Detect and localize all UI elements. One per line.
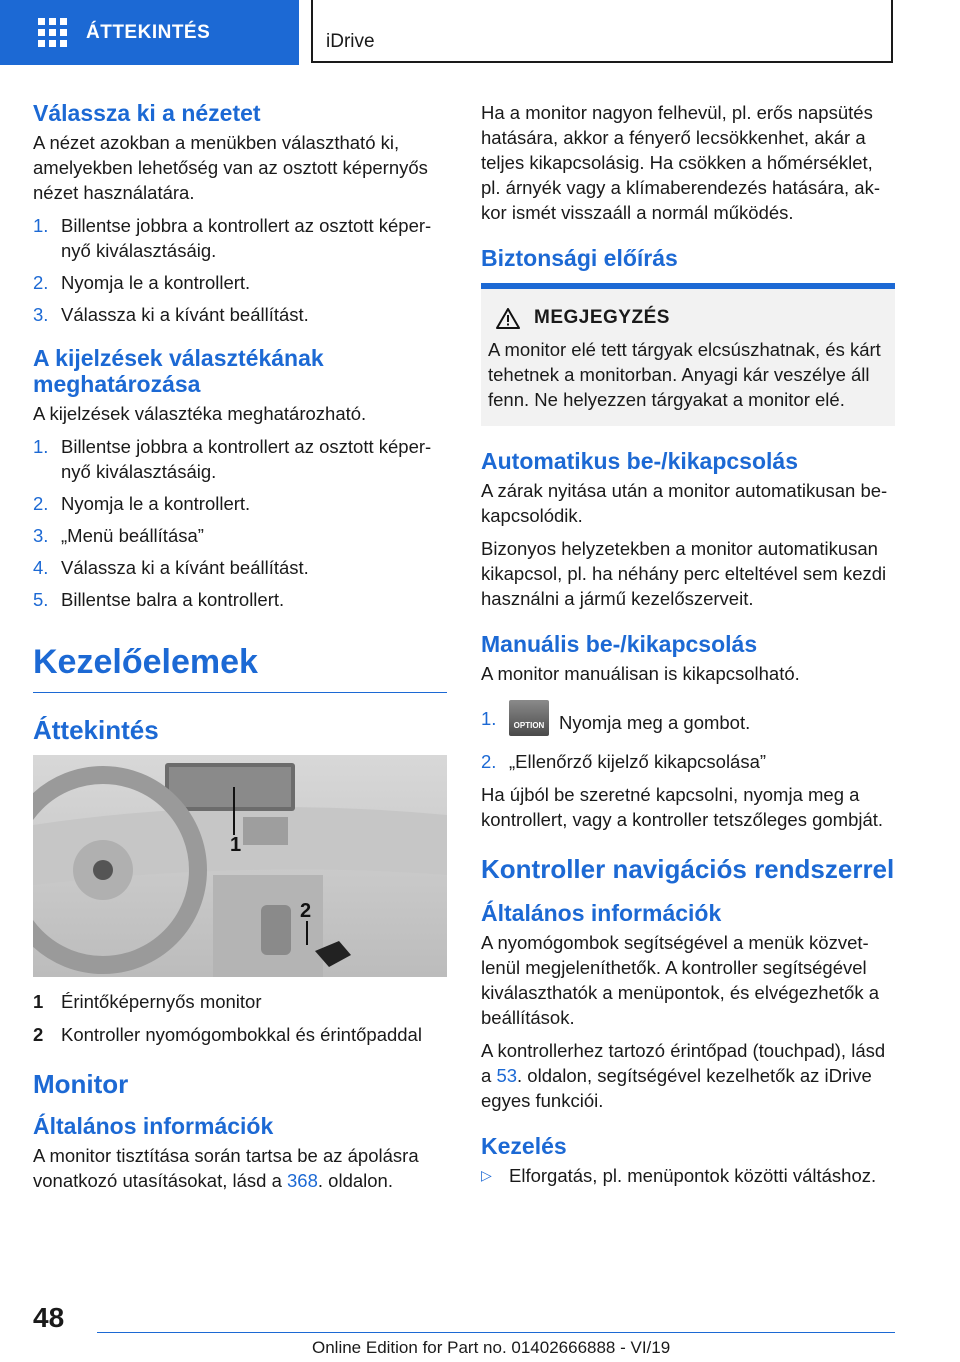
monitor-heading: Monitor — [33, 1069, 129, 1099]
list-item: ▷ Elforgatás, pl. menüpontok közötti váltáshoz. — [481, 1165, 877, 1186]
general-info-heading: Általános információk — [33, 1113, 274, 1139]
warning-box — [481, 283, 895, 426]
grid-menu-icon — [38, 18, 67, 47]
section-tab[interactable] — [0, 0, 299, 65]
auto-onoff-text-2: Bizonyos helyzetekben a monitor automatikusan kikapcsol, pl. ha néhány perc elteltével sem kezdi használni a jármű kezelőszerveit. — [481, 538, 887, 609]
footer-divider — [97, 1332, 895, 1333]
section-title: ÁTTEKINTÉS — [86, 21, 211, 43]
callout-2: 2 — [300, 900, 312, 922]
general-info-text-2: A nyomógombok segítségével a menük közvet‐lenül megjeleníthetők. A kontroller segítségével kiválaszthatók a menüpontok, és elvégezhetők a beállítások. — [481, 932, 879, 1028]
touchpad-text: A kontrollerhez tartozó érintőpad (touchpad), lásd a 53. oldalon, segítségével kezelhetők az iDrive egyes funkciói. — [481, 1040, 886, 1111]
manual-onoff-heading: Manuális be-/kikapcsolás — [481, 631, 758, 657]
legend-item: 1 Érintőképernyős monitor — [33, 991, 262, 1012]
chapter-divider — [33, 692, 447, 693]
overview-heading: Áttekintés — [33, 715, 159, 745]
warning-triangle-icon — [496, 308, 520, 329]
controller-nav-heading: Kontroller navigációs rendszerrel — [481, 854, 895, 884]
manual-onoff-text-2: Ha újból be szeretné kapcsolni, nyomja meg a kontrollert, vagy a kontroller tetszőleges gombját. — [481, 784, 884, 830]
figure-legend — [33, 989, 447, 1047]
general-info-heading-2: Általános információk — [481, 900, 722, 926]
manual-onoff-steps — [481, 706, 895, 774]
auto-onoff-heading: Automatikus be-/kikapcsolás — [481, 448, 798, 474]
list-item: 2. Nyomja le a kontrollert. — [33, 272, 251, 293]
heat-intro-text: Ha a monitor nagyon felhevül, pl. erős napsütés hatására, akkor a fényerő lecsökkenhet, akár a teljes kikapcsolásig. Ha csökken a hőmérséklet, pl. árnyék vagy a klímaberendezés hatására, ak‐kor ismét visszaáll a normál működés. — [481, 102, 880, 223]
chapter-heading: Kezelőelemek — [33, 643, 258, 681]
triangle-bullet-icon: ▷ — [481, 1167, 492, 1183]
select-view-heading: Válassza ki a nézetet — [33, 100, 261, 126]
option-button-icon: OPTION — [509, 700, 549, 736]
select-view-steps — [33, 213, 447, 327]
list-item: 1. OPTION Nyomja meg a gombot. — [481, 706, 895, 742]
chapter-header — [311, 0, 893, 63]
list-item: 1. Billentse jobbra a kontrollert az osztott képer‐nyő kiválasztásáig. — [33, 215, 432, 261]
page-link-53[interactable]: 53 — [496, 1065, 518, 1086]
list-item: 5. Billentse balra a kontrollert. — [33, 589, 285, 610]
chapter-title: iDrive — [326, 31, 375, 52]
select-view-text: A nézet azokban a menükben választható ki, amelyekben lehetőség van az osztott képernyős nézet használatára. — [33, 132, 428, 203]
list-item: 4. Válassza ki a kívánt beállítást. — [33, 557, 309, 578]
page-link-368[interactable]: 368 — [287, 1170, 318, 1191]
edition-footer: Online Edition for Part no. 01402666888 - VI/19 — [312, 1338, 671, 1357]
display-selection-text: A kijelzések választéka meghatározható. — [33, 403, 367, 424]
left-column — [33, 100, 447, 1201]
manual-onoff-text: A monitor manuálisan is kikapcsolható. — [481, 663, 800, 684]
right-column — [481, 100, 895, 1188]
safety-heading: Biztonsági előírás — [481, 245, 678, 271]
legend-item: 2 Kontroller nyomógombokkal és érintőpaddal — [33, 1024, 422, 1045]
list-item: 3. Válassza ki a kívánt beállítást. — [33, 304, 309, 325]
auto-onoff-text-1: A zárak nyitása után a monitor automatikusan be‐kapcsolódik. — [481, 480, 888, 526]
display-selection-steps — [33, 434, 447, 612]
page-number: 48 — [33, 1302, 65, 1333]
general-info-text: A monitor tisztítása során tartsa be az ápolásra vonatkozó utasításokat, lásd a 368. oldalon. — [33, 1145, 419, 1191]
callout-1: 1 — [230, 834, 242, 856]
display-selection-heading: A kijelzések választékának meghatározása — [33, 345, 324, 397]
warning-text: A monitor elé tett tárgyak elcsúszhatnak, és kárt tehetnek a monitorban. Anyagi kár veszélye áll fenn. Ne helyezzen tárgyakat a monitor elé. — [488, 339, 881, 410]
list-item: 1. Billentse jobbra a kontrollert az osztott képer‐nyő kiválasztásáig. — [33, 436, 432, 482]
list-item: 2. Nyomja le a kontrollert. — [33, 493, 251, 514]
list-item: 3. „Menü beállítása” — [33, 525, 204, 546]
warning-title: MEGJEGYZÉS — [534, 307, 670, 328]
operation-heading: Kezelés — [481, 1133, 567, 1159]
list-item: 2. „Ellenőrző kijelző kikapcsolása” — [481, 751, 767, 772]
cockpit-photo — [33, 755, 447, 977]
